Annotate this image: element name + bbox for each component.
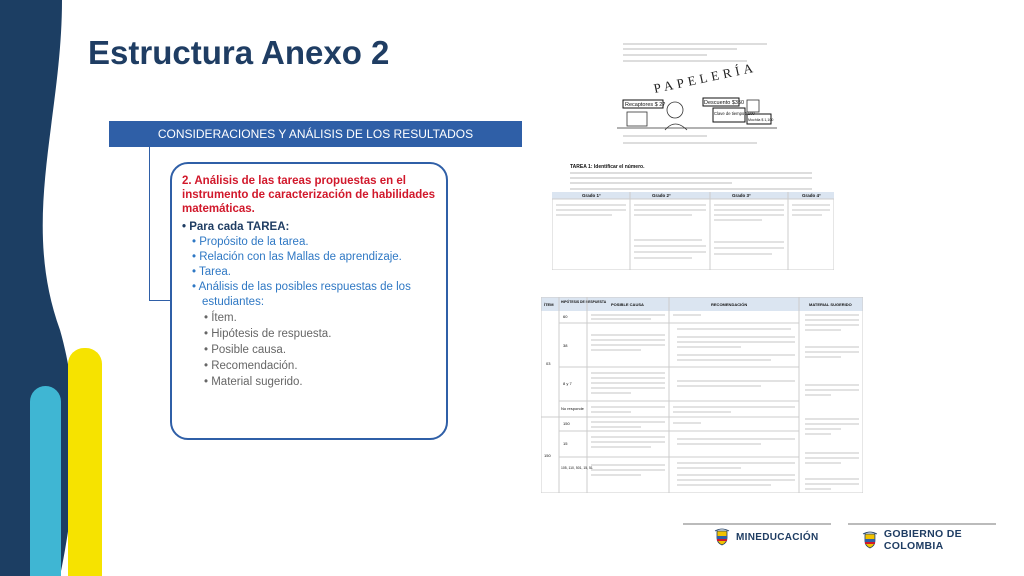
sign-label: Clave de tiempo $100 bbox=[714, 111, 755, 116]
response-code: 60 bbox=[563, 314, 568, 319]
response-code: 38 bbox=[563, 343, 568, 348]
footer-divider bbox=[683, 523, 831, 525]
mineducacion-logo bbox=[714, 528, 819, 546]
sign-label: Descuento $350 bbox=[704, 100, 745, 106]
item-code: 150 bbox=[544, 453, 551, 458]
content-panel bbox=[170, 162, 448, 440]
document-thumbnail-bottom bbox=[541, 297, 863, 493]
logo-text: MINEDUCACIÓN bbox=[736, 531, 819, 543]
decorative-yellow-bar bbox=[68, 348, 102, 576]
sign-label: Mochila $ 1,100 bbox=[748, 118, 774, 122]
column-header: ÍTEM bbox=[544, 302, 554, 307]
task-label: • Para cada TAREA: bbox=[182, 221, 290, 233]
detail-item: • Posible causa. bbox=[204, 344, 287, 356]
subitem: • Propósito de la tarea. bbox=[192, 236, 309, 248]
column-header: POSIBLE CAUSA bbox=[611, 302, 644, 307]
response-code: 8 y 7 bbox=[563, 381, 572, 386]
thumbnail-heading: TAREA 1: Identificar el número. bbox=[570, 164, 645, 170]
document-thumbnail-mid bbox=[552, 160, 834, 270]
column-header: HIPÓTESIS DE RESPUESTA bbox=[561, 300, 607, 304]
response-code: 150 bbox=[563, 421, 570, 426]
detail-item: • Hipótesis de respuesta. bbox=[204, 328, 332, 340]
subitem: • Análisis de las posibles respuestas de los estudiantes: bbox=[192, 281, 411, 308]
page-title: Estructura Anexo 2 bbox=[88, 34, 390, 71]
subitem: • Relación con las Mallas de aprendizaje. bbox=[192, 251, 402, 263]
coat-of-arms-icon bbox=[714, 528, 730, 546]
coat-of-arms-icon bbox=[862, 531, 878, 549]
column-header: Grado 4° bbox=[802, 193, 821, 198]
response-code: No responde bbox=[561, 406, 584, 411]
detail-item: • Ítem. bbox=[204, 312, 237, 324]
papeleria-word: PAPELERÍA bbox=[652, 59, 759, 96]
response-code: 15 bbox=[563, 441, 568, 446]
column-header: Grado 2° bbox=[652, 193, 671, 198]
sign-label: Recaptores $ 2? bbox=[625, 102, 666, 108]
decorative-cyan-bar bbox=[30, 386, 61, 576]
response-code: 105, 110, 501, 15, 51 bbox=[561, 466, 593, 470]
column-header: MATERIAL SUGERIDO bbox=[809, 302, 852, 307]
detail-item: • Recomendación. bbox=[204, 360, 298, 372]
column-header: Grado 3° bbox=[732, 193, 751, 198]
document-thumbnail-top bbox=[617, 40, 777, 150]
column-header: Grado 1° bbox=[582, 193, 601, 198]
panel-heading: 2. Análisis de las tareas propuestas en el instrumento de caracterización de habilidades matemáticas. bbox=[182, 175, 436, 215]
gobierno-logo bbox=[862, 528, 1024, 552]
subitem: • Tarea. bbox=[192, 266, 231, 278]
item-code: 03 bbox=[546, 361, 551, 366]
footer-divider bbox=[848, 523, 996, 525]
column-header: RECOMENDACIÓN bbox=[711, 302, 748, 307]
detail-item: • Material sugerido. bbox=[204, 376, 303, 388]
section-header: CONSIDERACIONES Y ANÁLISIS DE LOS RESULTADOS bbox=[109, 121, 522, 147]
logo-text: GOBIERNO DE COLOMBIA bbox=[883, 528, 962, 552]
